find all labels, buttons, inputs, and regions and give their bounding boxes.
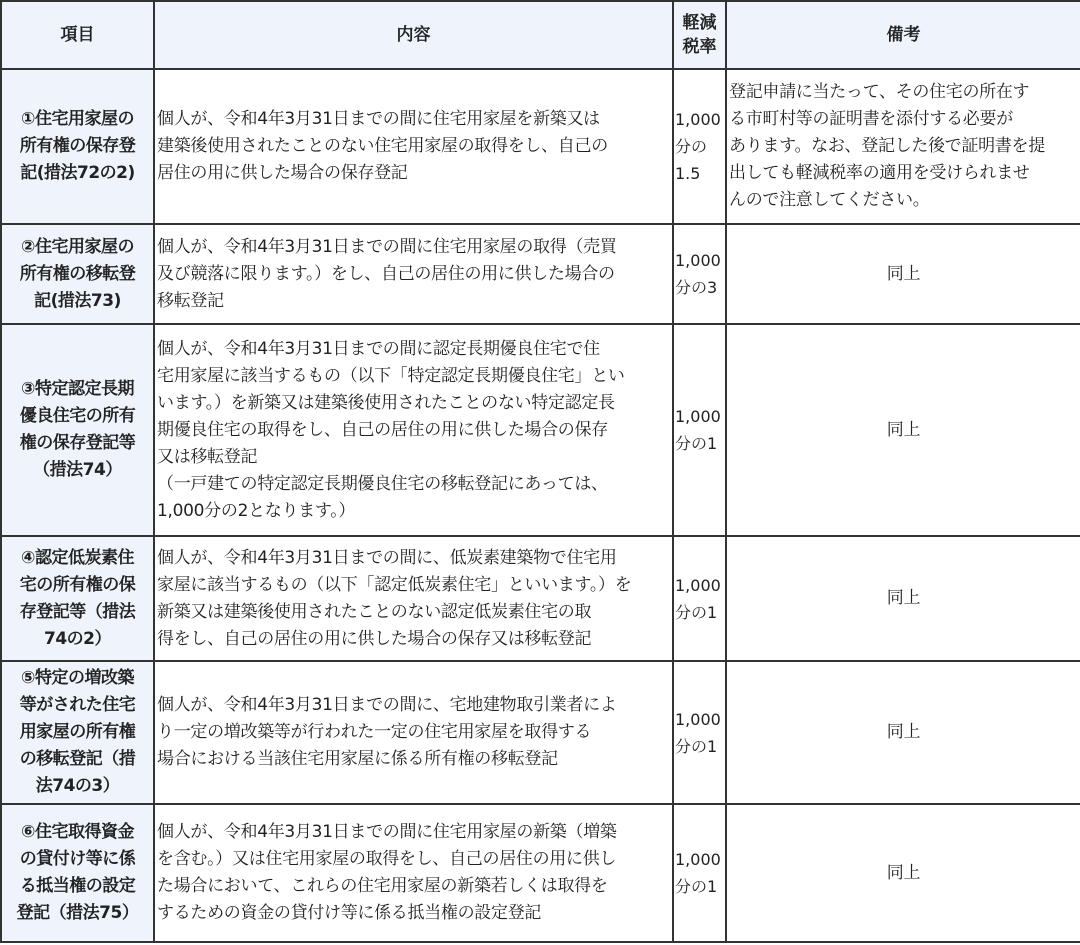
row-note: 同上 xyxy=(726,661,1080,804)
header-rate: 軽減 税率 xyxy=(673,1,726,69)
row-rate: 1,000 分の 1.5 xyxy=(673,69,726,224)
row-note: 登記申請に当たって、その住宅の所在す る市町村等の証明書を添付する必要が あります。なお、登記した後で証明書を提 出しても軽減税率の適用を受けられませ んので注意してください。 xyxy=(726,69,1080,224)
row-content: 個人が、令和4年3月31日までの間に認定長期優良住宅で住 宅用家屋に該当するもの（以下「特定認定長期優良住宅」とい います。）を新築又は建築後使用されたことのない特定認定長 期優良住宅の取得をし、自己の居住の用に供した場合の保存 又は移転登記 （一戸建ての特定認定長期優良住宅の移転登記にあっては、 1,000分の2となります。） xyxy=(154,324,673,536)
table-row xyxy=(1,224,1080,324)
row-content: 個人が、令和4年3月31日までの間に住宅用家屋の取得（売買 及び競落に限ります。）をし、自己の居住の用に供した場合の 移転登記 xyxy=(154,224,673,324)
row-item: ①住宅用家屋の 所有権の保存登 記(措法72の2) xyxy=(1,69,154,224)
header-content: 内容 xyxy=(154,1,673,69)
row-rate: 1,000 分の1 xyxy=(673,661,726,804)
row-rate: 1,000 分の1 xyxy=(673,804,726,942)
header-note: 備考 xyxy=(726,1,1080,69)
header-item: 項目 xyxy=(1,1,154,69)
row-content: 個人が、令和4年3月31日までの間に住宅用家屋の新築（増築 を含む。）又は住宅用家屋の取得をし、自己の居住の用に供し た場合において、これらの住宅用家屋の新築若しくは取得を するための資金の貸付け等に係る抵当権の設定登記 xyxy=(154,804,673,942)
row-note: 同上 xyxy=(726,804,1080,942)
row-note: 同上 xyxy=(726,224,1080,324)
row-note: 同上 xyxy=(726,324,1080,536)
row-item: ⑤特定の増改築 等がされた住宅 用家屋の所有権 の移転登記（措 法74の3） xyxy=(1,661,154,804)
row-item: ③特定認定長期 優良住宅の所有 権の保存登記等 （措法74） xyxy=(1,324,154,536)
table-row xyxy=(1,536,1080,661)
row-note: 同上 xyxy=(726,536,1080,661)
row-rate: 1,000 分の3 xyxy=(673,224,726,324)
header-row xyxy=(1,1,1080,69)
row-item: ④認定低炭素住 宅の所有権の保 存登記等（措法 74の2） xyxy=(1,536,154,661)
table-row xyxy=(1,804,1080,942)
row-rate: 1,000 分の1 xyxy=(673,324,726,536)
row-item: ⑥住宅取得資金 の貸付け等に係 る抵当権の設定 登記（措法75） xyxy=(1,804,154,942)
row-content: 個人が、令和4年3月31日までの間に、宅地建物取引業者によ り一定の増改築等が行われた一定の住宅用家屋を取得する 場合における当該住宅用家屋に係る所有権の移転登記 xyxy=(154,661,673,804)
row-item: ②住宅用家屋の 所有権の移転登 記(措法73) xyxy=(1,224,154,324)
table-row xyxy=(1,661,1080,804)
row-rate: 1,000 分の1 xyxy=(673,536,726,661)
table-row xyxy=(1,324,1080,536)
row-content: 個人が、令和4年3月31日までの間に住宅用家屋を新築又は 建築後使用されたことのない住宅用家屋の取得をし、自己の 居住の用に供した場合の保存登記 xyxy=(154,69,673,224)
table-row xyxy=(1,69,1080,224)
row-content: 個人が、令和4年3月31日までの間に、低炭素建築物で住宅用 家屋に該当するもの（以下「認定低炭素住宅」といいます。）を 新築又は建築後使用されたことのない認定低炭素住宅の取 得をし、自己の居住の用に供した場合の保存又は移転登記 xyxy=(154,536,673,661)
